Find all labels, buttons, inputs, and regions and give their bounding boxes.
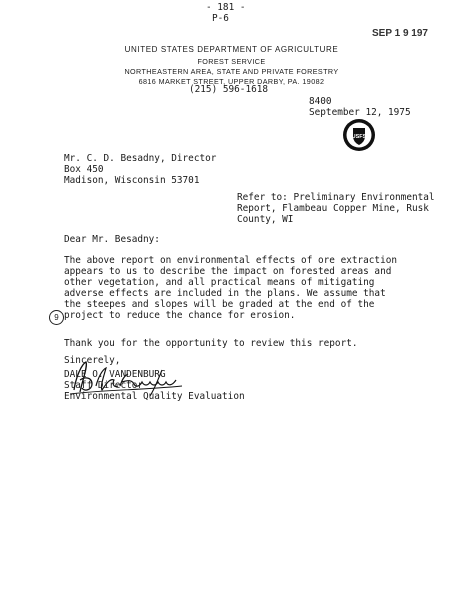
svg-text:USFS: USFS [351,134,367,140]
body-line-2: appears to us to describe the impact on forested areas and [64,266,392,277]
file-code: 8400 [309,96,332,107]
letterhead-phone: (215) 596-1618 [189,84,269,95]
salutation: Dear Mr. Besadny: [64,234,160,245]
reference-line-1: Refer to: Preliminary Environmental [237,192,435,203]
closing: Sincerely, [64,355,121,366]
body-line-6: project to reduce the chance for erosion. [64,310,296,321]
body-closing-line: Thank you for the opportunity to review this report. [64,338,358,349]
signer-name: DALE O. VANDENBURG [64,369,166,380]
reference-line-2: Report, Flambeau Copper Mine, Rusk [237,203,429,214]
agency-name: UNITED STATES DEPARTMENT OF AGRICULTURE [124,45,339,54]
body-line-1: The above report on environmental effects of ore extraction [64,255,398,266]
body-line-4: adverse effects are included in the plans. We assume that [64,288,386,299]
letterhead-address: 6816 MARKET STREET, UPPER DARBY, PA. 19082 [138,77,325,86]
margin-note-circle: 9 [49,310,64,325]
page-number: - 181 - [206,2,246,13]
received-stamp: SEP 1 9 197 [372,28,428,39]
service-name: FOREST SERVICE [197,57,266,66]
body-line-3: other vegetation, and all practical means of mitigating [64,277,375,288]
forest-service-logo [342,118,376,152]
exhibit-label: P-6 [212,13,229,24]
area-name: NORTHEASTERN AREA, STATE AND PRIVATE FORESTRY [124,67,339,76]
letter-date: September 12, 1975 [309,107,411,118]
recipient-box: Box 450 [64,164,104,175]
signer-department: Environmental Quality Evaluation [64,391,245,402]
reference-line-3: County, WI [237,214,294,225]
body-line-5: the steepes and slopes will be graded at the end of the [64,299,375,310]
signer-title: Staff Director [64,380,144,391]
recipient-name: Mr. C. D. Besadny, Director [64,153,217,164]
recipient-city: Madison, Wisconsin 53701 [64,175,200,186]
